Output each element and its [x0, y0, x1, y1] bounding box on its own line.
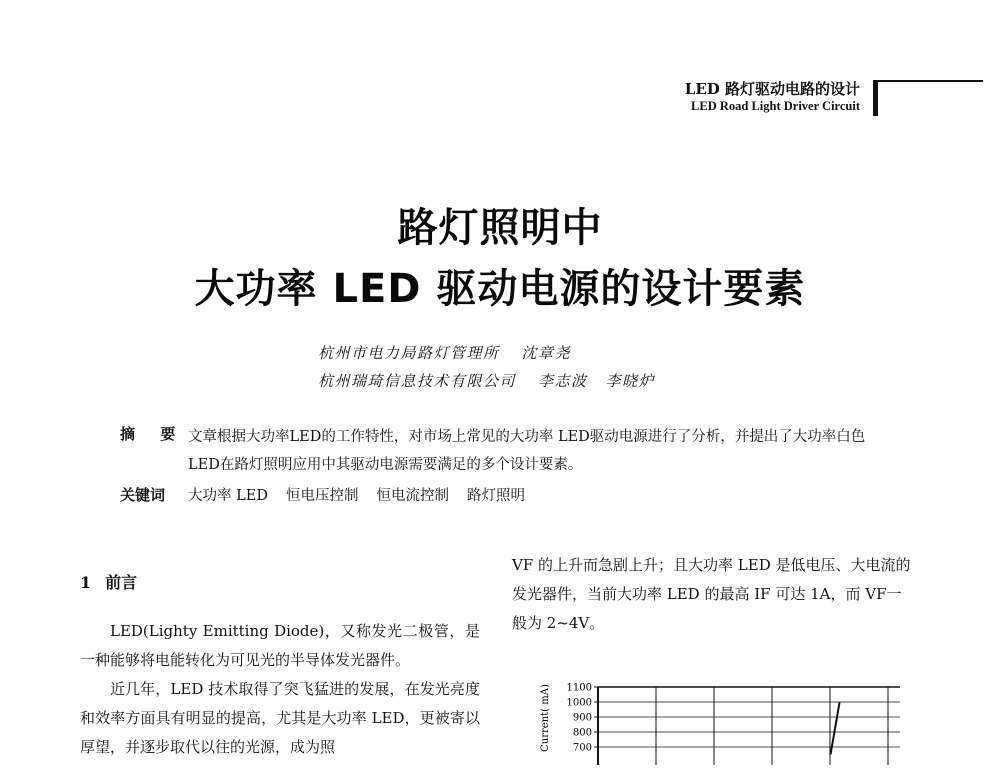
author: 李志波: [538, 372, 588, 390]
keywords-label: 关键词: [120, 486, 166, 504]
author: 沈章尧: [521, 344, 572, 362]
keyword: 恒电压控制: [285, 488, 359, 504]
iv-chart-svg: [520, 670, 900, 765]
y-tick-label: 900: [572, 712, 592, 724]
keyword: 路灯照明: [466, 488, 525, 504]
paragraph: LED(Lighty Emitting Diode)，又称发光二极管，是一种能够将电能转化为可见光的半导体发光器件。: [80, 622, 480, 669]
author: 李晓炉: [605, 372, 656, 390]
keywords-list: [188, 484, 543, 505]
left-column: [80, 617, 480, 762]
corner-bar: [873, 80, 878, 116]
right-column-text: VF 的上升而急剧上升；且大功率 LED 是低电压、大电流的发光器件，当前大功率 LED 的最高 IF 可达 1A，而 VF一般为 2~4V。: [512, 556, 911, 632]
title-line-2: 大功率 LED 驱动电源的设计要素: [194, 266, 806, 312]
section-number: 1: [80, 573, 92, 592]
iv-chart: [520, 670, 900, 765]
y-tick-label: 800: [572, 727, 592, 739]
running-head-cn: LED 路灯驱动电路的设计: [684, 80, 860, 98]
running-head-en: LED Road Light Driver Circuit: [691, 98, 860, 113]
running-head: [685, 80, 860, 114]
keyword: 恒电流控制: [376, 488, 449, 504]
paragraph: 近几年，LED 技术取得了突飞猛进的发展，在发光亮度和效率方面具有明显的提高，尤其是大功率 LED，更被寄以厚望，并逐步取代以往的光源，成为照: [80, 680, 480, 756]
y-tick-label: 1100: [566, 682, 592, 694]
keyword: 大功率 LED: [188, 488, 268, 504]
title-line-1: 路灯照明中: [397, 205, 603, 251]
y-tick-label: 1000: [566, 697, 592, 709]
section-title: 前言: [105, 573, 138, 592]
affiliation-org: 杭州市电力局路灯管理所: [318, 344, 500, 362]
abstract-text: 文章根据大功率LED的工作特性，对市场上常见的大功率 LED驱动电源进行了分析，并提出了大功率白色 LED在路灯照明应用中其驱动电源需要满足的多个设计要素。: [188, 429, 866, 473]
y-tick-label: 700: [572, 742, 592, 754]
corner-line: [873, 80, 983, 82]
affiliation-1: [318, 342, 589, 363]
y-axis-label: Current( mA): [540, 684, 551, 752]
affiliation-2: [318, 370, 673, 391]
abstract-label: 摘 要: [120, 425, 186, 443]
affiliation-org: 杭州瑞琦信息技术有限公司: [318, 372, 517, 390]
section-heading: [80, 570, 137, 593]
